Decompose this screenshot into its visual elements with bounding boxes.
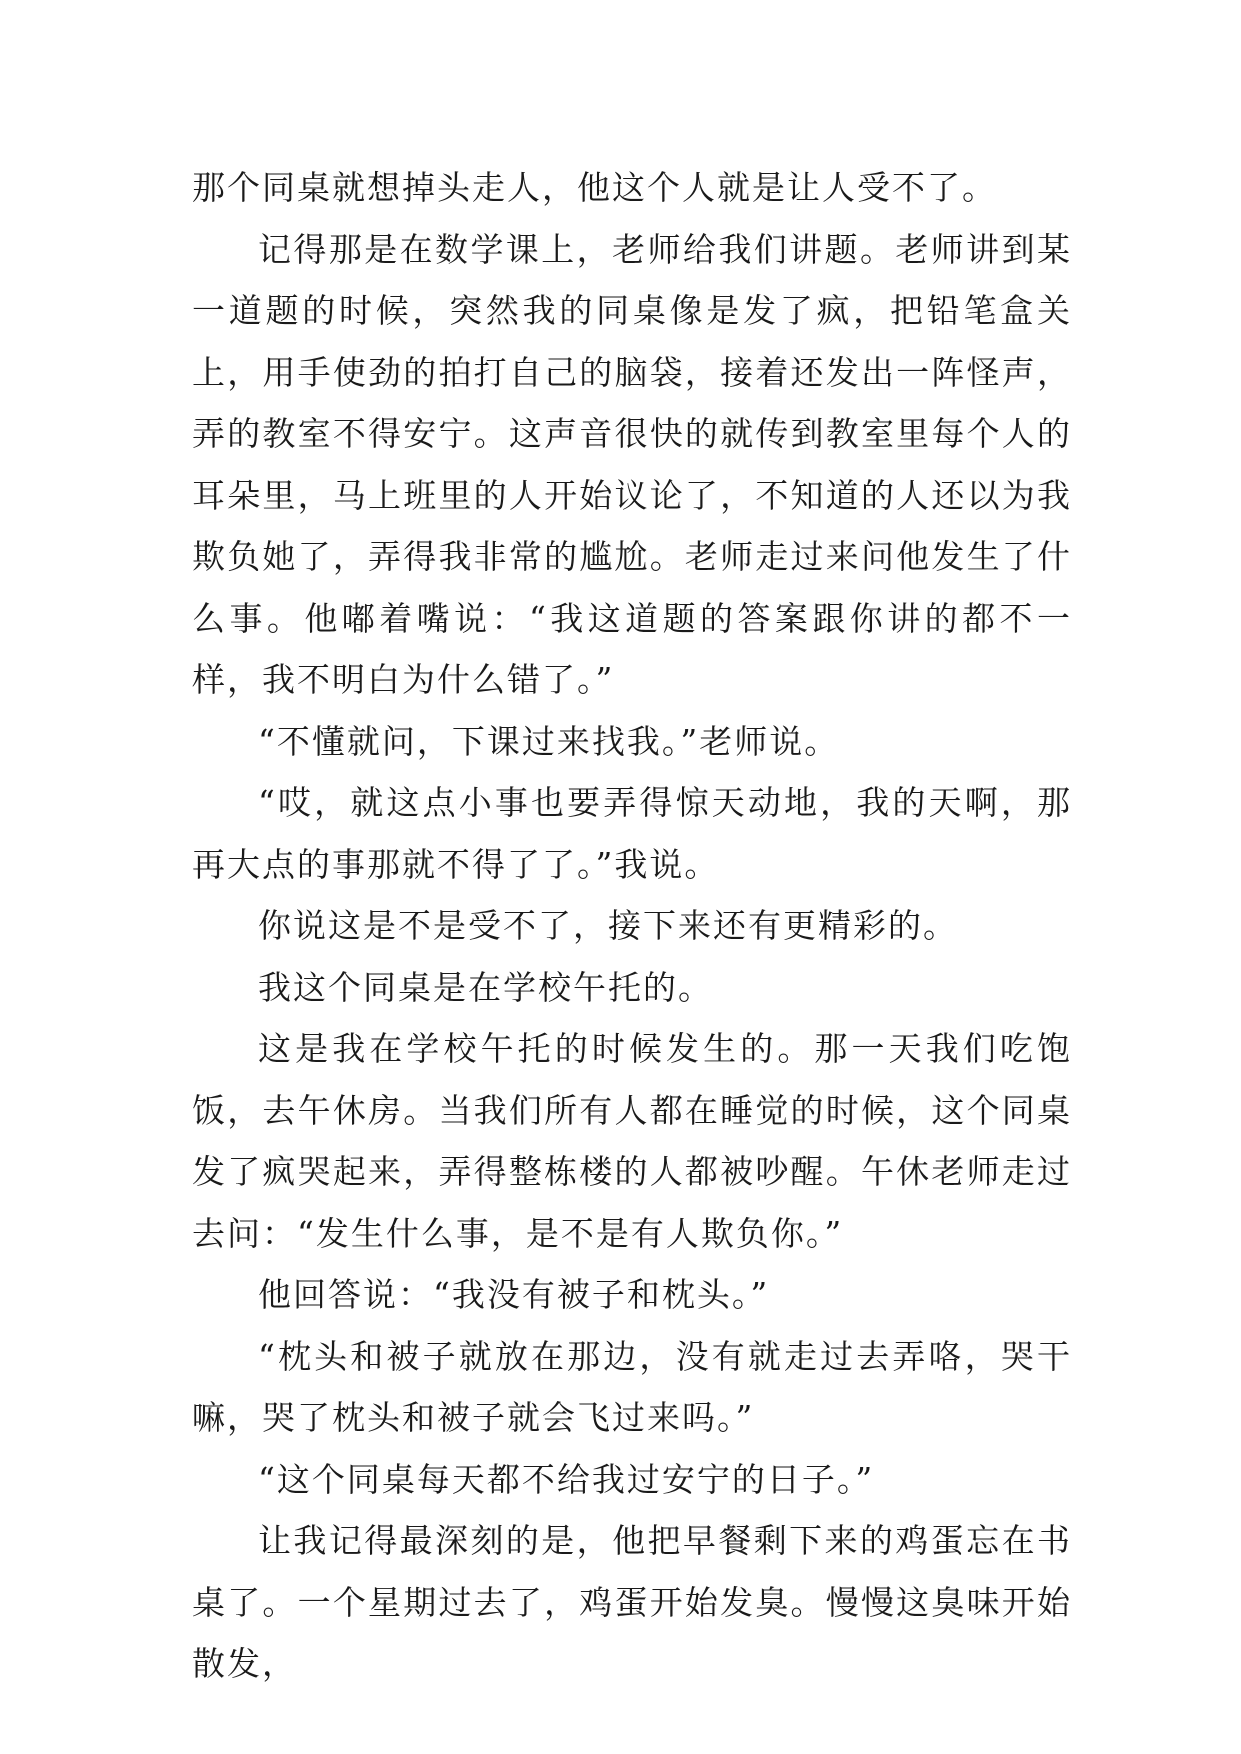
paragraph: “哎，就这点小事也要弄得惊天动地，我的天啊，那再大点的事那就不得了了。”我说。 bbox=[192, 783, 1072, 884]
paragraph: “不懂就问，下课过来找我。”老师说。 bbox=[258, 721, 840, 761]
paragraph: 这是我在学校午托的时候发生的。那一天我们吃饱饭，去午休房。当我们所有人都在睡觉的时候，这个同桌发了疯哭起来，弄得整栋楼的人都被吵醒。午休老师走过去问：“发生什么事，是不是有人欺负你。” bbox=[192, 1029, 1072, 1253]
paragraph: 让我记得最深刻的是，他把早餐剩下来的鸡蛋忘在书桌了。一个星期过去了，鸡蛋开始发臭。慢慢这臭味开始散发， bbox=[192, 1521, 1072, 1683]
paragraph: “枕头和被子就放在那边，没有就走过去弄咯，哭干嘛，哭了枕头和被子就会飞过来吗。” bbox=[192, 1336, 1072, 1437]
paragraph: 他回答说：“我没有被子和枕头。” bbox=[258, 1275, 770, 1314]
body-text bbox=[192, 157, 1072, 1695]
paragraph: 记得那是在数学课上，老师给我们讲题。老师讲到某一道题的时候，突然我的同桌像是发了疯，把铅笔盒关上，用手使劲的拍打自己的脑袋，接着还发出一阵怪声，弄的教室不得安宁。这声音很快的就传到教室里每个人的耳朵里，马上班里的人开始议论了，不知道的人还以为我欺负她了，弄得我非常的尴尬。老师走过来问他发生了什么事。他嘟着嘴说：“我这道题的答案跟你讲的都不一样，我不明白为什么错了。” bbox=[192, 229, 1072, 699]
paragraph: “这个同桌每天都不给我过安宁的日子。” bbox=[258, 1459, 875, 1499]
paragraph: 那个同桌就想掉头走人，他这个人就是让人受不了。 bbox=[192, 168, 997, 207]
paragraph: 我这个同桌是在学校午托的。 bbox=[258, 967, 713, 1007]
paragraph: 你说这是不是受不了，接下来还有更精彩的。 bbox=[258, 906, 958, 945]
